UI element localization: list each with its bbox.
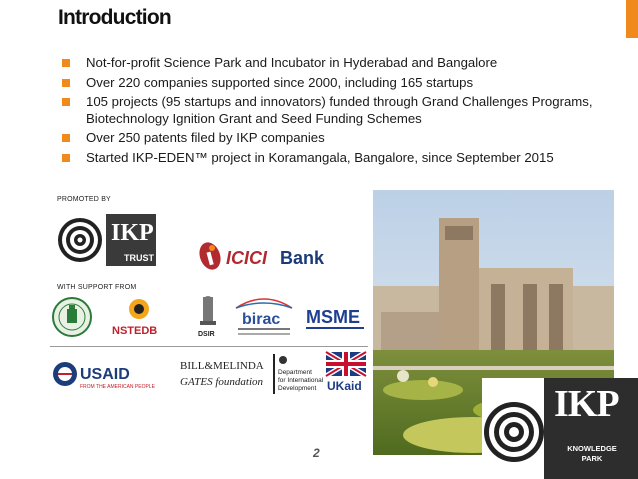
bullet-list xyxy=(58,55,608,169)
ikp-wordmark: IKP xyxy=(554,383,619,425)
icici-bank-logo xyxy=(196,237,336,273)
svg-text:TRUST: TRUST xyxy=(124,253,154,263)
dsir-emblem-logo xyxy=(196,293,220,341)
birac-logo xyxy=(230,292,298,340)
svg-text:birac: birac xyxy=(242,311,281,328)
svg-text:Development: Development xyxy=(278,385,317,392)
page-number: 2 xyxy=(313,446,320,460)
svg-text:Bank: Bank xyxy=(280,248,325,268)
ikp-trust-logo xyxy=(56,214,156,266)
svg-text:ICICI: ICICI xyxy=(226,248,268,268)
svg-text:BILL&MELINDA: BILL&MELINDA xyxy=(180,360,264,372)
spiral-icon xyxy=(482,378,544,479)
telangana-seal-logo xyxy=(52,297,92,337)
svg-text:Department: Department xyxy=(278,369,312,376)
bullet-square-icon xyxy=(62,134,70,142)
ikp-knowledge-park-logo xyxy=(482,378,638,479)
ukaid-logo xyxy=(326,352,366,396)
dfid-logo xyxy=(273,354,324,394)
msme-logo xyxy=(304,305,366,333)
svg-text:DSIR: DSIR xyxy=(198,331,215,338)
promoted-by-label: PROMOTED BY xyxy=(57,196,111,203)
svg-text:MSME: MSME xyxy=(306,307,360,327)
page-title: Introduction xyxy=(58,6,171,29)
bullet-item: Over 220 companies supported since 2000, including 165 startups xyxy=(58,75,608,92)
svg-text:UKaid: UKaid xyxy=(327,379,362,393)
bullet-item: Over 250 patents filed by IKP companies xyxy=(58,130,608,147)
bullet-square-icon xyxy=(62,154,70,162)
usaid-logo xyxy=(52,360,154,390)
divider xyxy=(50,346,368,347)
svg-text:GATES foundation: GATES foundation xyxy=(180,376,264,388)
bullet-item: 105 projects (95 startups and innovators) funded through Grand Challenges Programs, Biotechnology Ignition Grant and Seed Funding Schemes xyxy=(58,94,608,127)
svg-text:USAID: USAID xyxy=(80,366,130,383)
nstedb-logo xyxy=(110,296,168,338)
bullet-item: Started IKP-EDEN™ project in Koramangala, Bangalore, since September 2015 xyxy=(58,150,608,167)
spiral-icon xyxy=(58,218,102,262)
bullet-item: Not-for-profit Science Park and Incubator in Hyderabad and Bangalore xyxy=(58,55,608,72)
bullet-square-icon xyxy=(62,59,70,67)
accent-bar xyxy=(626,0,638,38)
knowledge-park-label: KNOWLEDGE PARK xyxy=(567,444,617,463)
gates-foundation-logo xyxy=(178,355,268,393)
svg-text:NSTEDB: NSTEDB xyxy=(112,325,158,337)
svg-text:FROM THE AMERICAN PEOPLE: FROM THE AMERICAN PEOPLE xyxy=(80,384,155,390)
bullet-square-icon xyxy=(62,98,70,106)
svg-text:for International: for International xyxy=(278,377,324,384)
bullet-square-icon xyxy=(62,79,70,87)
svg-text:IKP: IKP xyxy=(111,220,154,246)
support-label: WITH SUPPORT FROM xyxy=(57,284,137,291)
